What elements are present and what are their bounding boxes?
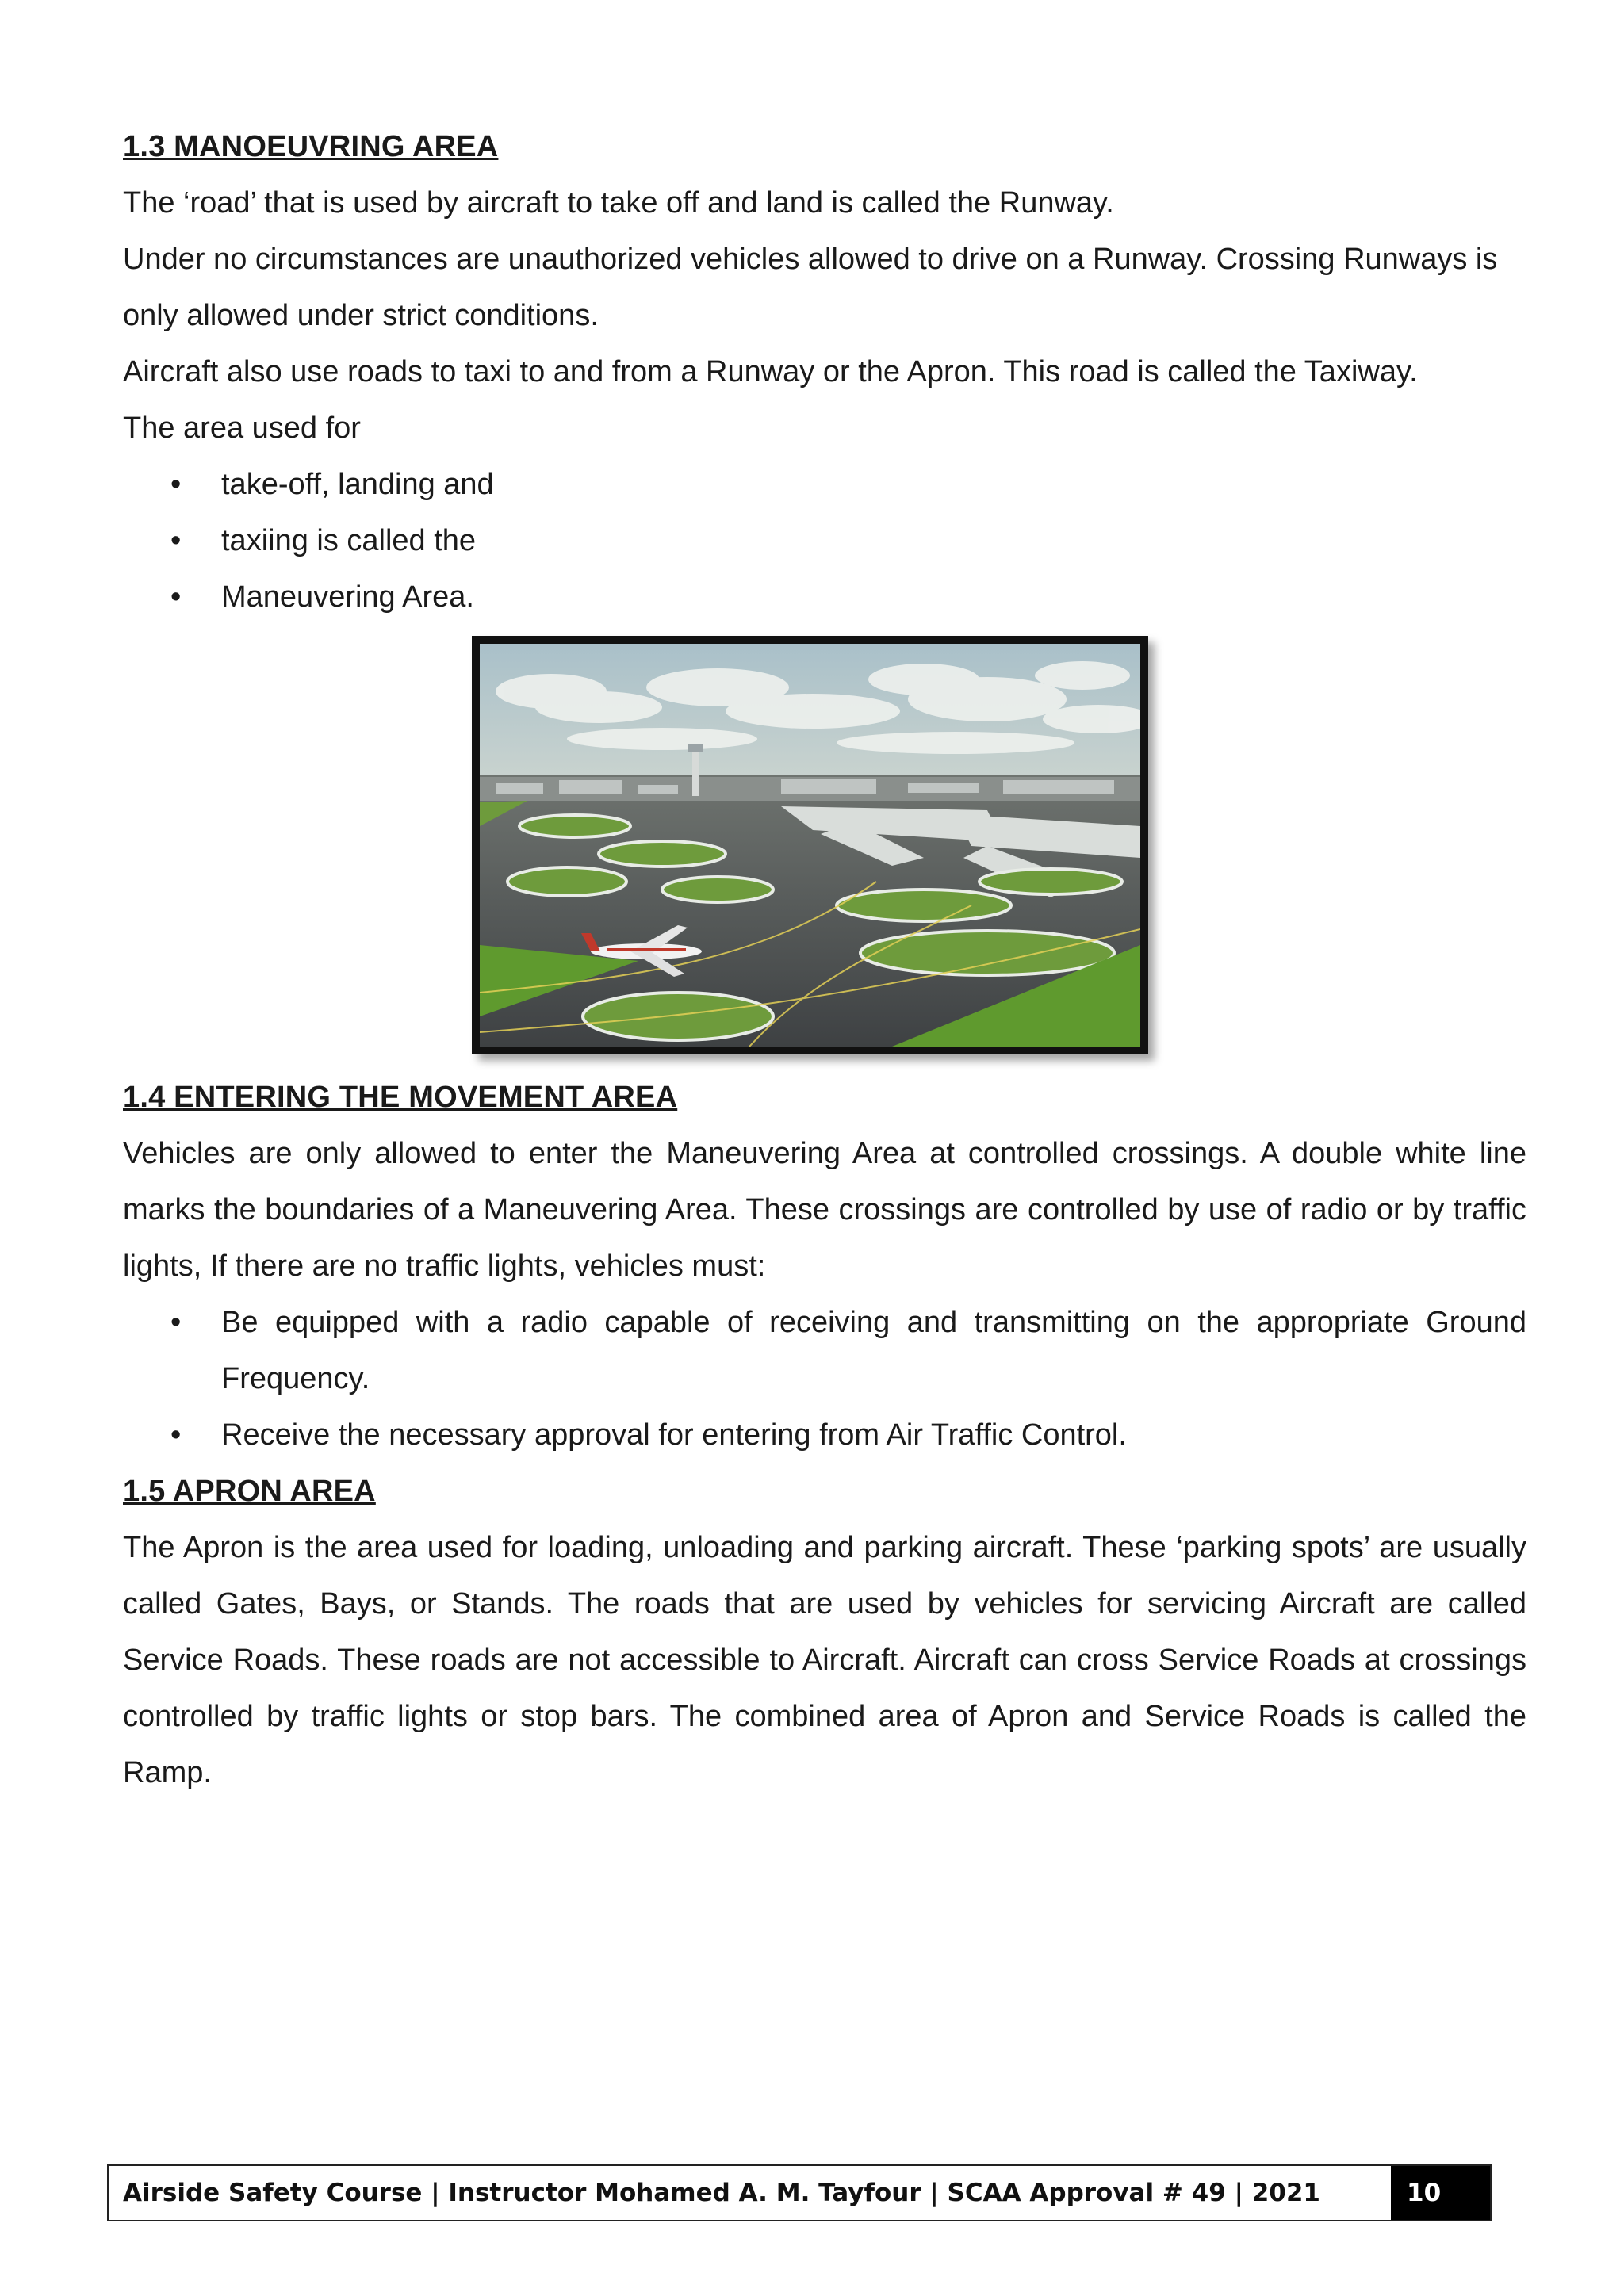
- section-heading-entering: 1.4 ENTERING THE MOVEMENT AREA: [123, 1081, 678, 1114]
- list-item: • Be equipped with a radio capable of receiving and transmitting on the appropriate Ground Frequency.: [123, 1295, 1526, 1407]
- page-footer: [107, 2164, 1492, 2221]
- footer-text: Airside Safety Course | Instructor Mohamed A. M. Tayfour | SCAA Approval # 49 | 2021: [123, 2179, 1320, 2207]
- airport-photo: [472, 636, 1148, 1054]
- paragraph: Under no circumstances are unauthorized vehicles allowed to drive on a Runway. Crossing Runways is only allowed under strict conditions.: [123, 243, 1498, 332]
- paragraph: Aircraft also use roads to taxi to and from a Runway or the Apron. This road is called the Taxiway.: [123, 355, 1418, 388]
- paragraph: The area used for: [123, 411, 361, 445]
- list-item: • Receive the necessary approval for entering from Air Traffic Control.: [123, 1407, 1526, 1464]
- bullet-icon: •: [170, 468, 182, 501]
- bullet-list-manoeuvring: [123, 457, 1526, 626]
- airport-aerial-image: [480, 644, 1140, 1047]
- bullet-icon: •: [170, 524, 182, 557]
- list-item: • Maneuvering Area.: [123, 569, 1526, 626]
- list-item: • taxiing is called the: [123, 513, 1526, 569]
- paragraph: The Apron is the area used for loading, unloading and parking aircraft. These ‘parking spots’ are usually called Gates, Bays, or Stands. The roads that are used by vehicles for servicing Aircraft are called Service Roads. These roads are not accessible to Aircraft. Aircraft can cross Service Roads at crossings controlled by traffic lights or stop bars. The combined area of Apron and Service Roads is called the Ramp.: [123, 1531, 1526, 1789]
- paragraph: Vehicles are only allowed to enter the Maneuvering Area at controlled crossings. A double white line marks the boundaries of a Maneuvering Area. These crossings are controlled by use of radio or by traffic lights, If there are no traffic lights, vehicles must:: [123, 1137, 1526, 1283]
- section-heading-manoeuvring: 1.3 MANOEUVRING AREA: [123, 130, 499, 163]
- paragraph: The ‘road’ that is used by aircraft to take off and land is called the Runway.: [123, 186, 1114, 220]
- section-heading-apron: 1.5 APRON AREA: [123, 1475, 376, 1508]
- list-item: • take-off, landing and: [123, 457, 1526, 513]
- bullet-icon: •: [170, 580, 182, 614]
- figure: [123, 626, 1526, 1070]
- page-content: [123, 119, 1526, 1801]
- bullet-list-entering: [123, 1295, 1526, 1464]
- bullet-icon: •: [170, 1418, 182, 1452]
- page-number: 10: [1391, 2166, 1490, 2220]
- bullet-icon: •: [170, 1306, 182, 1339]
